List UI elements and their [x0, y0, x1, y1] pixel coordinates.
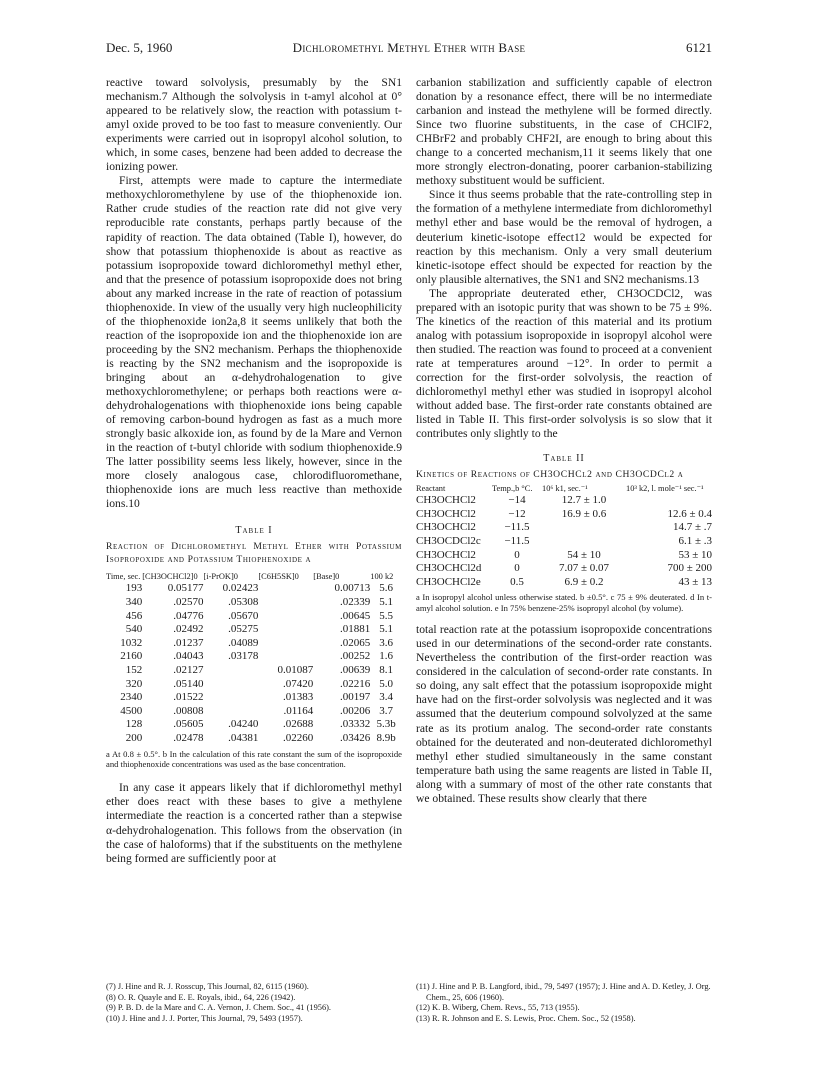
- table-2-cell: [542, 535, 626, 549]
- table-1-cell: .00645: [340, 609, 371, 622]
- table-1-cell: .01237: [173, 636, 204, 649]
- table-1-cell: .07420: [283, 677, 314, 690]
- right-column: [416, 76, 712, 806]
- table-1-cell: .02216: [340, 677, 371, 690]
- table-1-cell: 3.4: [379, 691, 394, 704]
- table-1-header: Time, sec.: [106, 572, 141, 582]
- table-1-cell: .01383: [283, 691, 314, 704]
- table-1-cell: .02688: [283, 718, 314, 731]
- table-1-row: [106, 678, 402, 692]
- table-1-cell: 5.1: [379, 596, 394, 609]
- table-2-cell: 54 ± 10: [567, 548, 601, 561]
- table-1-row: [106, 582, 402, 596]
- table-1-cell: 152: [125, 664, 143, 677]
- table-1-cell: 540: [125, 623, 143, 636]
- reference-item: (13) R. R. Johnson and E. S. Lewis, Proc. Chem. Soc., 52 (1958).: [416, 1013, 636, 1023]
- reference-item: (9) P. B. D. de la Mare and C. A. Vernon, J. Chem. Soc., 41 (1956).: [106, 1003, 332, 1013]
- right-paragraph-4: total reaction rate at the potassium isopropoxide concentrations used in our determinations of the second-order rate constants. Nevertheless the contribution of the first-order reaction was considered in the calculation of second-order rate constants. In so doing, any salt effect that the potassium isopropoxide might have had on the first-order solvolysis was neglected and it was assumed that the deuterium compound solvolyzed at the same rate as its protium analog. The second-order rate constants obtained for the deuterated and non-deuterated dichloromethyl methyl ether studied simultaneously in the same constant temperature bath using the same reagents are listed in Table II, along with a summary of most of the other rate constants that we obtained. These results show clearly that there: [416, 623, 712, 805]
- table-1-footnote: a At 0.8 ± 0.5°. b In the calculation of this rate constant the sum of the isopropoxide and thiophenoxide concentrations was used as the base concentration.: [106, 748, 402, 769]
- table-1-cell: 0.05177: [167, 582, 204, 595]
- reference-item: (11) J. Hine and P. B. Langford, ibid., 79, 5497 (1957); J. Hine and A. D. Ketley, J. Org. Chem., 25, 606 (1960).: [416, 982, 711, 1002]
- table-2: [416, 453, 712, 613]
- right-paragraph-1: carbanion stabilization and sufficiently capable of electron donation by a resonance effect, there will be no intermediate carbanion and instead the methylene will be formed directly. Since two fluorine substituents, in the case of CHClF2, CHBrF2 and probably CHF2I, are enough to bring about this change to a concerted mechanism,11 it seems likely that one more strongly electron-donating, poorer carbanion-stabilizing methoxy substituent would be sufficient.: [416, 76, 712, 188]
- table-1-header: [i-PrOK]0: [203, 572, 238, 582]
- table-1-title: Reaction of Dichloromethyl Methyl Ether with Potassium Isopropoxide and Potassium Thiophenoxide a: [106, 541, 402, 566]
- table-1-cell: .00206: [340, 704, 371, 717]
- table-1-header: 100 k2: [370, 572, 394, 582]
- table-1-row: [106, 610, 402, 624]
- table-1-cell: .02339: [340, 596, 371, 609]
- table-1-cell: 200: [125, 731, 143, 744]
- header-page-number: 6121: [686, 40, 712, 55]
- table-2-footnote: a In isopropyl alcohol unless otherwise stated. b ±0.5°. c 75 ± 9% deuterated. d In t-amyl alcohol solution. e In 75% benzene-25% isopropyl alcohol (by volume).: [416, 592, 712, 613]
- table-1-cell: 5.3b: [376, 718, 396, 731]
- table-2-cell: 700 ± 200: [667, 562, 712, 575]
- table-2-cell: CH3OCHCl2: [416, 507, 476, 520]
- table-1-cell: 4500: [120, 704, 143, 717]
- table-1-header: [Base]0: [313, 572, 340, 582]
- table-1-cell: .04043: [173, 650, 204, 663]
- table-1-cell: [204, 678, 259, 692]
- table-1-cell: .05140: [173, 677, 204, 690]
- table-2-cell: 6.1 ± .3: [678, 535, 712, 547]
- table-1-cell: .02260: [283, 731, 314, 744]
- references-left: [106, 982, 402, 1024]
- table-2-row: [416, 508, 712, 522]
- table-1-cell: .02127: [173, 664, 204, 677]
- table-2-row: [416, 535, 712, 549]
- table-1-cell: .05308: [228, 596, 259, 609]
- table-1-cell: .00639: [340, 664, 371, 677]
- table-2-cell: CH3OCHCl2: [416, 548, 476, 561]
- table-2-cell: −11.5: [504, 521, 530, 534]
- table-2-cell: 12.6 ± 0.4: [667, 507, 712, 520]
- table-1-cell: .02065: [340, 636, 371, 649]
- table-1-cell: .05605: [173, 718, 204, 731]
- table-1-cell: 2160: [120, 650, 143, 663]
- table-1-cell: [258, 650, 313, 664]
- table-1-cell: [258, 623, 313, 637]
- reference-item: (8) O. R. Quayle and E. E. Royals, ibid., 64, 226 (1942).: [106, 992, 296, 1002]
- header-title: Dichloromethyl Methyl Ether with Base: [292, 40, 526, 55]
- table-1-cell: 1.6: [379, 650, 394, 663]
- table-1-cell: [204, 705, 259, 719]
- table-1-cell: 3.7: [379, 704, 394, 717]
- table-1-cell: [258, 610, 313, 624]
- table-2-grid: [416, 484, 712, 589]
- reference-item: (12) K. B. Wiberg, Chem. Revs., 55, 713 (1955).: [416, 1003, 580, 1013]
- table-1-row: [106, 691, 402, 705]
- table-2-cell: CH3OCHCl2e: [416, 575, 481, 588]
- reference-item: (7) J. Hine and R. J. Rosscup, This Journal, 82, 6115 (1960).: [106, 982, 309, 991]
- table-2-cell: CH3OCHCl2d: [416, 562, 482, 575]
- table-1-cell: .02478: [173, 731, 204, 744]
- table-1-body: [106, 582, 402, 745]
- table-1-cell: 128: [125, 718, 143, 731]
- table-2-row: [416, 549, 712, 563]
- table-1-cell: [204, 664, 259, 678]
- table-2-cell: 53 ± 10: [678, 548, 712, 561]
- table-1-cell: .02570: [173, 596, 204, 609]
- table-1-cell: 3.6: [379, 636, 394, 649]
- table-1-cell: 340: [125, 596, 143, 609]
- left-paragraph-2: First, attempts were made to capture the intermediate methoxychloromethylene by use of the thiophenoxide ion. Rather crude studies of the reaction rate did not give very reproducible rate constants, perhaps partly because of the rapidity of reaction. The data obtained (Table I), however, do show that potassium thiophenoxide is about as reactive as potassium isopropoxide toward dichloromethyl methyl ether, and that the presence of potassium isopropoxide does not bring about any marked increase in the rate of reaction of potassium thiophenoxide. In view of the usually very high nucleophilicity of the thiophenoxide ion2a,8 it seems unlikely that both the reaction of the isopropoxide ion and the thiophenoxide ion are proceeding by the SN2 mechanism. Perhaps the thiophenoxide is reacting by the SN2 mechanism and the isopropoxide is bringing about an α-dehydrohalogenation to give methoxychloromethylene; or perhaps both reactions were α-dehydrohalogenations with thiophenoxide ions being capable of removing carbon-bound hydrogen as fast as a much more strongly basic alkoxide ion, as found by de la Mare and Vernon in the reaction of t-butyl chloride with sodium thiophenoxide.9 The latter possibility seems less likely, however, since in the more closely analogous case, chlorodifluoromethane, thiophenoxide ions are much less reactive than methoxide ions.10: [106, 174, 402, 511]
- table-1-header: [C6H5SK]0: [258, 572, 299, 582]
- table-2-cell: 6.9 ± 0.2: [564, 575, 604, 588]
- table-1-cell: .04089: [228, 636, 259, 649]
- table-1-cell: [258, 582, 313, 596]
- table-1-cell: .04776: [173, 609, 204, 622]
- table-2-title: Kinetics of Reactions of CH3OCHCl2 and CH3OCDCl2 a: [416, 469, 684, 481]
- table-2-cell: [626, 494, 712, 508]
- table-1-cell: .00197: [340, 691, 371, 704]
- table-2-row: [416, 494, 712, 508]
- table-1-cell: .03332: [340, 718, 371, 731]
- table-2-row: [416, 521, 712, 535]
- left-paragraph-3: In any case it appears likely that if dichloromethyl methyl ether does react with these bases to give a methylene intermediate the reaction is a concerted rather than a stepwise α-dehydrohalogenation. This follows from the observation (in the case of haloforms) that if the substituents on the methylene being formed are sufficiently poor at: [106, 781, 402, 865]
- table-2-cell: 14.7 ± .7: [672, 521, 712, 534]
- table-2-row: [416, 562, 712, 576]
- table-1-cell: .03178: [228, 650, 259, 663]
- table-1-cell: .03426: [340, 731, 371, 744]
- table-1-cell: .05275: [228, 623, 259, 636]
- table-1-cell: 320: [125, 677, 143, 690]
- table-1-cell: 5.6: [379, 582, 394, 595]
- table-1-row: [106, 718, 402, 732]
- table-2-cell: CH3OCDCl2c: [416, 535, 481, 547]
- table-1-row: [106, 732, 402, 746]
- table-1-cell: .04240: [228, 718, 259, 731]
- table-1-cell: [204, 691, 259, 705]
- table-1-row: [106, 596, 402, 610]
- references-right: [416, 982, 712, 1024]
- table-2-caption: Table II: [543, 453, 585, 465]
- table-1-cell: .00808: [173, 704, 204, 717]
- table-2-row: [416, 576, 712, 590]
- left-paragraph-1: reactive toward solvolysis, presumably by the SN1 mechanism.7 Although the solvolysis in t-amyl alcohol at 0° appeared to be relatively slow, the reaction with potassium t-amyl oxide proved to be too fast to measure conveniently. Our experiments were carried out in isopropyl alcohol solution, to which, in some cases, benzene had been added to decrease the ionizing power.: [106, 76, 402, 174]
- table-1-cell: .01164: [283, 704, 314, 717]
- table-2-cell: −11.5: [504, 535, 530, 547]
- left-column: [106, 76, 402, 866]
- table-1-cell: .00252: [340, 650, 371, 663]
- table-2-cell: 0: [514, 562, 520, 575]
- table-2-body: [416, 494, 712, 589]
- table-1-cell: 193: [125, 582, 143, 595]
- table-1-row: [106, 664, 402, 678]
- running-header: [106, 40, 712, 58]
- table-1-cell: 5.5: [379, 609, 394, 622]
- table-1-cell: .01522: [173, 691, 204, 704]
- table-1-cell: 0.02423: [222, 582, 259, 595]
- table-2-header: 10³ k2, l. mole⁻¹ sec.⁻¹: [626, 484, 704, 494]
- table-2-cell: 43 ± 13: [678, 575, 712, 588]
- table-2-header: Temp.,b °C.: [492, 484, 533, 494]
- table-2-cell: 16.9 ± 0.6: [561, 507, 607, 520]
- table-2-cell: 7.07 ± 0.07: [558, 562, 610, 575]
- right-paragraph-3: The appropriate deuterated ether, CH3OCDCl2, was prepared with an isotopic purity that was shown to be 75 ± 9%. The kinetics of the reaction of this material and its protium analog with potassium isopropoxide in isopropyl alcohol were then studied. The reaction was found to proceed at a convenient rate at temperatures around −12°. In order to permit a correction for the first-order solvolysis, the reaction of dichloromethyl methyl ether was studied in isopropyl alcohol without added base. The first-order rate constants obtained are listed in Table II. This first-order solvolysis is so slow that it contributes only slightly to the: [416, 286, 712, 441]
- table-2-cell: CH3OCHCl2: [416, 494, 476, 507]
- table-1-header: [CH3OCHCl2]0: [142, 572, 198, 582]
- reference-item: (10) J. Hine and J. J. Porter, This Journal, 79, 5493 (1957).: [106, 1013, 303, 1023]
- table-2-cell: [542, 521, 626, 535]
- table-1-cell: .05670: [228, 609, 259, 622]
- table-2-cell: CH3OCHCl2: [416, 521, 476, 534]
- table-1-cell: 0.00713: [334, 582, 371, 595]
- table-2-header: 10⁶ k1, sec.⁻¹: [542, 484, 588, 494]
- table-1-cell: 5.0: [379, 677, 394, 690]
- header-date: Dec. 5, 1960: [106, 40, 173, 55]
- table-1-cell: .04381: [228, 731, 259, 744]
- table-1-cell: 2340: [120, 691, 143, 704]
- table-1-cell: 456: [125, 609, 143, 622]
- table-1-caption: Table I: [235, 525, 273, 537]
- table-1-grid: [106, 572, 402, 745]
- table-1-cell: .01881: [340, 623, 371, 636]
- table-1-cell: 8.1: [379, 664, 394, 677]
- table-1-row: [106, 650, 402, 664]
- table-1-cell: 5.1: [379, 623, 394, 636]
- table-2-cell: 0.5: [510, 575, 524, 588]
- table-1-row: [106, 623, 402, 637]
- table-1: [106, 525, 402, 769]
- table-1-cell: 0.01087: [277, 664, 314, 677]
- table-2-cell: 0: [514, 548, 520, 561]
- table-2-cell: 12.7 ± 1.0: [561, 494, 607, 507]
- table-1-cell: [258, 637, 313, 651]
- table-1-cell: .02492: [173, 623, 204, 636]
- right-paragraph-2: Since it thus seems probable that the rate-controlling step in the formation of a methylene intermediate from dichloromethyl methyl ether and base would be the removal of hydrogen, a deuterium kinetic-isotope effect12 would be expected for reaction by this mechanism. Only a very small deuterium kinetic-isotope effect should be expected for reaction by the only plausible alternatives, the SN1 and SN2 mechanisms.13: [416, 188, 712, 286]
- table-1-cell: 1032: [120, 636, 143, 649]
- table-2-header: Reactant: [416, 484, 446, 494]
- table-1-row: [106, 705, 402, 719]
- table-2-cell: −14: [508, 494, 526, 507]
- table-2-cell: −12: [508, 507, 526, 520]
- table-1-cell: 8.9b: [376, 731, 396, 744]
- table-1-cell: [258, 596, 313, 610]
- table-1-row: [106, 637, 402, 651]
